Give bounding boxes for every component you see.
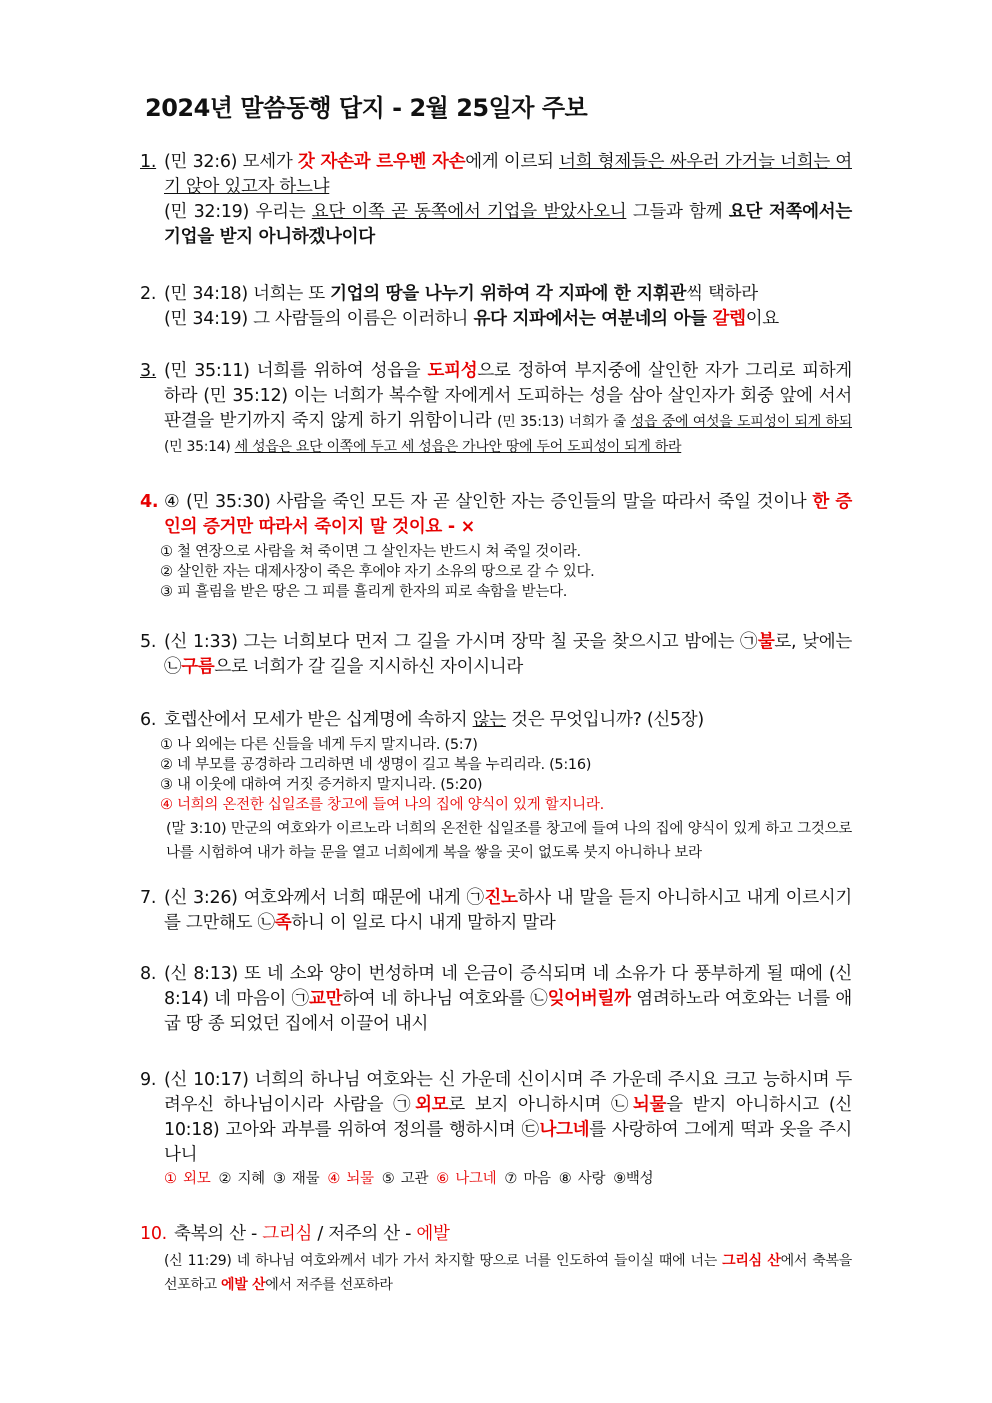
option-2: ② 지혜: [218, 1171, 265, 1187]
question-3: [140, 359, 852, 459]
answer-text: ④ (민 35:30) 사람을 죽인 모든 자 곧 살인한 자는 증인들의 말을 따라서 죽일 것이나 한 증인의 증거만 따라서 죽이지 말 것이요 - ×: [164, 492, 852, 537]
answer-text: (신 8:13) 또 네 소와 양이 번성하며 네 은금이 증식되며 네 소유가 다 풍부하게 될 때에 (신 8:14) 네 마음이 ㉠교만하여 네 하나님 여호와를 ㉡잊어버릴까 염려하노라 여호와는 너를 애굽 땅 종 되었던 집에서 이끌어 내시: [164, 964, 852, 1034]
question-number: 1.: [140, 152, 157, 172]
option-4-answer: ④ 너희의 온전한 십일조를 창고에 들여 나의 집에 양식이 있게 할지니라.: [160, 797, 604, 813]
question-number: 6.: [140, 710, 157, 730]
answer-text: (민 32:6) 모세가 갓 자손과 르우벤 자손에게 이르되 너희 형제들은 싸우러 가거늘 너희는 여기 앉아 있고자 하느냐 (민 32:19) 우리는 요단 이쪽 곧 동쪽에서 기업을 받았사오니 그들과 함께 요단 저쪽에서는 기업을 받지 아니하겠나이다: [164, 152, 852, 247]
question-number: 8.: [140, 964, 157, 984]
question-9: [140, 1068, 852, 1190]
option-2: ② 살인한 자는 대제사장이 죽은 후에야 자기 소유의 땅으로 갈 수 있다.: [160, 564, 595, 580]
question-8: [140, 962, 852, 1037]
question-6: [140, 708, 852, 865]
option-3: ③ 피 흘림을 받은 땅은 그 피를 흘리게 한자의 피로 속함을 받는다.: [160, 584, 568, 600]
option-3: ③ 내 이웃에 대하여 거짓 증거하지 말지니라. (5:20): [160, 777, 483, 793]
question-number: 7.: [140, 888, 157, 908]
question-10: [140, 1222, 852, 1297]
question-1: [140, 150, 852, 250]
answer-note: (말 3:10) 만군의 여호와가 이르노라 너희의 온전한 십일조를 창고에 들여 나의 집에 양식이 있게 하고 그것으로 나를 시험하여 내가 하늘 문을 열고 너희에게 복을 쌓을 곳이 없도록 붓지 아니하나 보라: [166, 821, 852, 861]
question-number: 10.: [140, 1224, 167, 1244]
question-number: 9.: [140, 1070, 157, 1090]
question-7: [140, 886, 852, 936]
option-3: ③ 재물: [272, 1171, 320, 1187]
question-number: 3.: [140, 361, 157, 381]
option-7: ⑦ 마음: [504, 1171, 551, 1187]
option-2: ② 네 부모를 공경하라 그리하면 네 생명이 길고 복을 누리리라. (5:16): [160, 757, 592, 773]
option-5: ⑤ 고관: [381, 1171, 429, 1187]
answer-text: (신 3:26) 여호와께서 너희 때문에 내게 ㉠진노하사 내 말을 듣지 아니하시고 내게 이르시기를 그만해도 ㉡족하니 이 일로 다시 내게 말하지 말라: [164, 888, 853, 933]
answer-text: (민 34:18) 너희는 또 기업의 땅을 나누기 위하여 각 지파에 한 지휘관씩 택하라 (민 34:19) 그 사람들의 이름은 이러하니 유다 지파에서는 여분네의 아들 갈렙이요: [164, 284, 779, 329]
option-9: ⑨백성: [613, 1171, 654, 1187]
answer-text: 축복의 산 - 그리심 / 저주의 산 - 에발: [174, 1224, 450, 1244]
option-list: [164, 1168, 852, 1190]
question-5: [140, 630, 852, 680]
answer-text: (신 10:17) 너희의 하나님 여호와는 신 가운데 신이시며 주 가운데 주시요 크고 능하시며 두려우신 하나님이시라 사람을 ㉠외모로 보지 아니하시며 ㉡뇌물을 받지 아니하시고 (신 10:18) 고아와 과부를 위하여 정의를 행하시며 ㉢나그네를 사랑하여 그에게 떡과 옷을 주시나니: [164, 1070, 853, 1165]
question-number: 4.: [140, 492, 159, 512]
answer-text: (신 1:33) 그는 너희보다 먼저 그 길을 가시며 장막 칠 곳을 찾으시고 밤에는 ㉠불로, 낮에는 ㉡구름으로 너희가 갈 길을 지시하신 자이시니라: [164, 632, 852, 677]
option-4-answer: ④ 뇌물: [327, 1171, 374, 1187]
question-number: 5.: [140, 632, 157, 652]
question-2: [140, 282, 852, 332]
option-8: ⑧ 사랑: [558, 1171, 606, 1187]
option-1-answer: ① 외모: [164, 1171, 211, 1187]
option-1: ① 철 연장으로 사람을 쳐 죽이면 그 살인자는 반드시 쳐 죽일 것이라.: [160, 544, 581, 560]
option-6-answer: ⑥ 나그네: [436, 1171, 497, 1187]
question-4: [140, 490, 852, 602]
question-number: 2.: [140, 284, 157, 304]
answer-text: (민 35:11) 너희를 위하여 성읍을 도피성으로 정하여 부지중에 살인한 자가 그리로 피하게 하라 (민 35:12) 이는 너희가 복수할 자에게서 도피하는 성을 삼아 살인자가 회중 앞에 서서 판결을 받기까지 죽지 않게 하기 위함이니라 (민 35:13) 너희가 줄 성읍 중에 여섯을 도피성이 되게 하되 (민 35:14) 세 성읍은 요단 이쪽에 두고 세 성읍은 가나안 땅에 두어 도피성이 되게 하라: [164, 361, 853, 455]
question-text: 호렙산에서 모세가 받은 십계명에 속하지 않는 것은 무엇입니까? (신5장): [164, 710, 704, 730]
page-title: 2024년 말씀동행 답지 - 2월 25일자 주보: [145, 94, 588, 122]
option-1: ① 나 외에는 다른 신들을 네게 두지 말지니라. (5:7): [160, 737, 478, 753]
answer-note: (신 11:29) 네 하나님 여호와께서 네가 가서 차지할 땅으로 너를 인도하여 들이실 때에 너는 그리심 산에서 축복을 선포하고 에발 산에서 저주를 선포하라: [164, 1253, 852, 1293]
